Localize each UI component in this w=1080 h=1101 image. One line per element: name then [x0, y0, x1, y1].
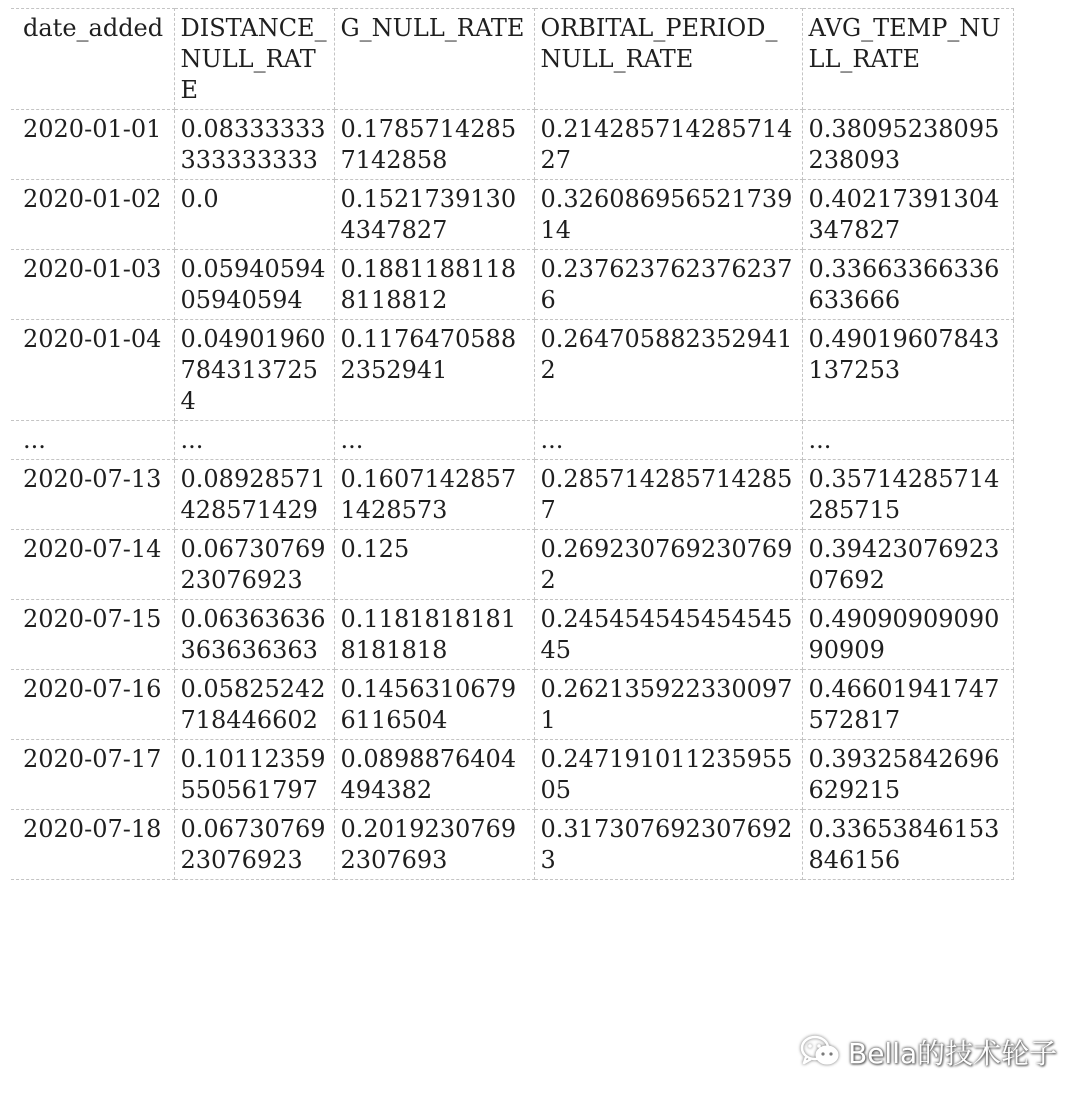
cell-avg-temp-null-rate: 0.46601941747572817	[802, 670, 1013, 740]
header-distance-null-rate: DISTANCE_NULL_RATE	[174, 9, 334, 110]
header-avg-temp-null-rate: AVG_TEMP_NULL_RATE	[802, 9, 1013, 110]
table-row	[11, 180, 1013, 250]
cell-date-added: 2020-01-03	[11, 250, 174, 320]
table-row	[11, 670, 1013, 740]
table-row	[11, 320, 1013, 421]
cell-g-null-rate: 0.15217391304347827	[334, 180, 534, 250]
watermark-text: Bella的技术轮子	[848, 1037, 1058, 1070]
cell-orbital-period-null-rate: ...	[534, 421, 802, 460]
cell-distance-null-rate: 0.0	[174, 180, 334, 250]
cell-avg-temp-null-rate: 0.39325842696629215	[802, 740, 1013, 810]
cell-date-added: 2020-07-17	[11, 740, 174, 810]
cell-distance-null-rate: 0.05825242718446602	[174, 670, 334, 740]
cell-distance-null-rate: 0.049019607843137254	[174, 320, 334, 421]
header-date-added: date_added	[11, 9, 174, 110]
cell-avg-temp-null-rate: 0.35714285714285715	[802, 460, 1013, 530]
table-row	[11, 421, 1013, 460]
cell-orbital-period-null-rate: 0.2376237623762376	[534, 250, 802, 320]
cell-avg-temp-null-rate: 0.33653846153846156	[802, 810, 1013, 880]
cell-date-added: 2020-07-13	[11, 460, 174, 530]
cell-date-added: 2020-07-14	[11, 530, 174, 600]
cell-date-added: ...	[11, 421, 174, 460]
cell-distance-null-rate: 0.08928571428571429	[174, 460, 334, 530]
cell-g-null-rate: 0.0898876404494382	[334, 740, 534, 810]
cell-g-null-rate: 0.125	[334, 530, 534, 600]
table-row	[11, 110, 1013, 180]
header-row	[11, 9, 1013, 110]
cell-avg-temp-null-rate: 0.3942307692307692	[802, 530, 1013, 600]
table-row	[11, 250, 1013, 320]
cell-orbital-period-null-rate: 0.2647058823529412	[534, 320, 802, 421]
table-row	[11, 600, 1013, 670]
cell-distance-null-rate: 0.08333333333333333	[174, 110, 334, 180]
cell-date-added: 2020-07-16	[11, 670, 174, 740]
cell-g-null-rate: 0.20192307692307693	[334, 810, 534, 880]
cell-orbital-period-null-rate: 0.32608695652173914	[534, 180, 802, 250]
cell-distance-null-rate: 0.06363636363636363	[174, 600, 334, 670]
cell-distance-null-rate: 0.0594059405940594	[174, 250, 334, 320]
cell-orbital-period-null-rate: 0.2621359223300971	[534, 670, 802, 740]
header-g-null-rate: G_NULL_RATE	[334, 9, 534, 110]
cell-avg-temp-null-rate: 0.40217391304347827	[802, 180, 1013, 250]
cell-distance-null-rate: ...	[174, 421, 334, 460]
table-row	[11, 530, 1013, 600]
cell-avg-temp-null-rate: 0.38095238095238093	[802, 110, 1013, 180]
cell-date-added: 2020-01-02	[11, 180, 174, 250]
table-row	[11, 460, 1013, 530]
cell-g-null-rate: 0.17857142857142858	[334, 110, 534, 180]
cell-g-null-rate: 0.16071428571428573	[334, 460, 534, 530]
cell-distance-null-rate: 0.0673076923076923	[174, 530, 334, 600]
cell-date-added: 2020-07-15	[11, 600, 174, 670]
cell-orbital-period-null-rate: 0.2692307692307692	[534, 530, 802, 600]
wechat-icon	[800, 1034, 840, 1070]
cell-orbital-period-null-rate: 0.3173076923076923	[534, 810, 802, 880]
cell-g-null-rate: 0.11764705882352941	[334, 320, 534, 421]
cell-avg-temp-null-rate: 0.4909090909090909	[802, 600, 1013, 670]
cell-avg-temp-null-rate: 0.49019607843137253	[802, 320, 1013, 421]
header-orbital-period-null-rate: ORBITAL_PERIOD_NULL_RATE	[534, 9, 802, 110]
null-rate-table	[11, 8, 1014, 880]
cell-date-added: 2020-01-01	[11, 110, 174, 180]
cell-orbital-period-null-rate: 0.21428571428571427	[534, 110, 802, 180]
watermark	[800, 1030, 1057, 1074]
table-body	[11, 9, 1013, 880]
cell-avg-temp-null-rate: ...	[802, 421, 1013, 460]
cell-avg-temp-null-rate: 0.33663366336633666	[802, 250, 1013, 320]
table-row	[11, 810, 1013, 880]
cell-orbital-period-null-rate: 0.2857142857142857	[534, 460, 802, 530]
cell-orbital-period-null-rate: 0.24719101123595505	[534, 740, 802, 810]
cell-orbital-period-null-rate: 0.24545454545454545	[534, 600, 802, 670]
cell-g-null-rate: 0.18811881188118812	[334, 250, 534, 320]
cell-distance-null-rate: 0.0673076923076923	[174, 810, 334, 880]
cell-g-null-rate: 0.11818181818181818	[334, 600, 534, 670]
cell-date-added: 2020-01-04	[11, 320, 174, 421]
cell-g-null-rate: ...	[334, 421, 534, 460]
cell-date-added: 2020-07-18	[11, 810, 174, 880]
cell-distance-null-rate: 0.10112359550561797	[174, 740, 334, 810]
table-row	[11, 740, 1013, 810]
cell-g-null-rate: 0.14563106796116504	[334, 670, 534, 740]
